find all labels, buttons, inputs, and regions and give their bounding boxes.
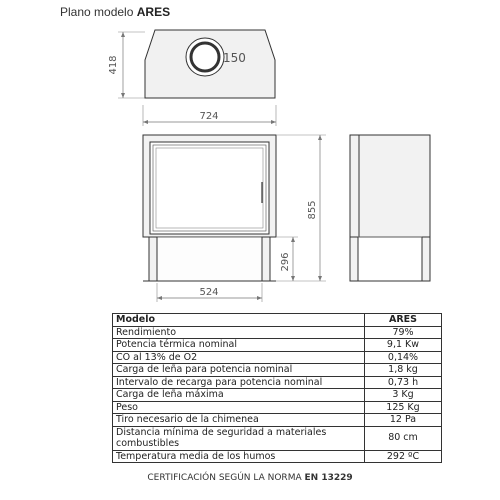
- leg-height-label: 296: [280, 252, 291, 272]
- table-row: [113, 414, 442, 427]
- base-stand: [149, 237, 270, 281]
- spec-label: Carga de leña máxima: [113, 389, 365, 402]
- spec-value: 79%: [365, 326, 442, 339]
- spec-label: Distancia mínima de seguridad a materiales combustibles: [113, 426, 365, 450]
- table-row: [113, 401, 442, 414]
- spec-label: Potencia térmica nominal: [113, 339, 365, 352]
- specs-table: [112, 313, 442, 463]
- spec-label: Temperatura media de los humos: [113, 450, 365, 463]
- certification-text: CERTIFICACIÓN SEGÚN LA NORMA: [147, 473, 302, 483]
- width-dimension: [143, 105, 276, 126]
- spec-value: 0,73 h: [365, 376, 442, 389]
- spec-value: 292 ºC: [365, 450, 442, 463]
- door-glass: [156, 148, 263, 228]
- spec-value: 3 Kg: [365, 389, 442, 402]
- spec-label: Carga de leña para potencia nominal: [113, 364, 365, 377]
- table-row: [113, 376, 442, 389]
- spec-value: 0,14%: [365, 351, 442, 364]
- front-width-label: 724: [199, 111, 219, 122]
- spec-label: CO al 13% de O2: [113, 351, 365, 364]
- title-prefix: Plano modelo: [60, 5, 134, 19]
- side-view: [350, 135, 430, 281]
- inner-width-label: 524: [199, 287, 219, 298]
- total-height-label: 855: [307, 200, 318, 220]
- flue-diameter-label: 150: [223, 51, 246, 65]
- certification-note: [0, 473, 500, 483]
- table-row: [113, 351, 442, 364]
- specs-header-value: ARES: [365, 314, 442, 327]
- specs-header-label: Modelo: [113, 314, 365, 327]
- spec-value: 80 cm: [365, 426, 442, 450]
- certification-norm: EN 13229: [304, 473, 353, 483]
- side-body: [350, 135, 430, 237]
- table-row: [113, 326, 442, 339]
- side-front-leg: [350, 237, 358, 281]
- title-model: ARES: [136, 5, 171, 19]
- table-row: [113, 389, 442, 402]
- left-leg: [149, 237, 157, 281]
- spec-label: Intervalo de recarga para potencia nominal: [113, 376, 365, 389]
- spec-label: Tiro necesario de la chimenea: [113, 414, 365, 427]
- top-view-height-label: 418: [108, 55, 119, 75]
- table-row: [113, 339, 442, 352]
- table-row: [113, 426, 442, 450]
- spec-value: 9,1 Kw: [365, 339, 442, 352]
- table-row: [113, 364, 442, 377]
- front-view: [143, 135, 276, 281]
- spec-label: Rendimiento: [113, 326, 365, 339]
- spec-value: 1,8 kg: [365, 364, 442, 377]
- specs-header-row: [113, 314, 442, 327]
- inner-width-dimension: [157, 283, 262, 302]
- top-view: [108, 30, 275, 98]
- leg-height-dimension: [276, 237, 298, 281]
- spec-value: 125 Kg: [365, 401, 442, 414]
- spec-label: Peso: [113, 401, 365, 414]
- side-rear-leg: [422, 237, 430, 281]
- spec-value: 12 Pa: [365, 414, 442, 427]
- table-row: [113, 450, 442, 463]
- flue-inner-circle: [191, 43, 219, 71]
- right-leg: [262, 237, 270, 281]
